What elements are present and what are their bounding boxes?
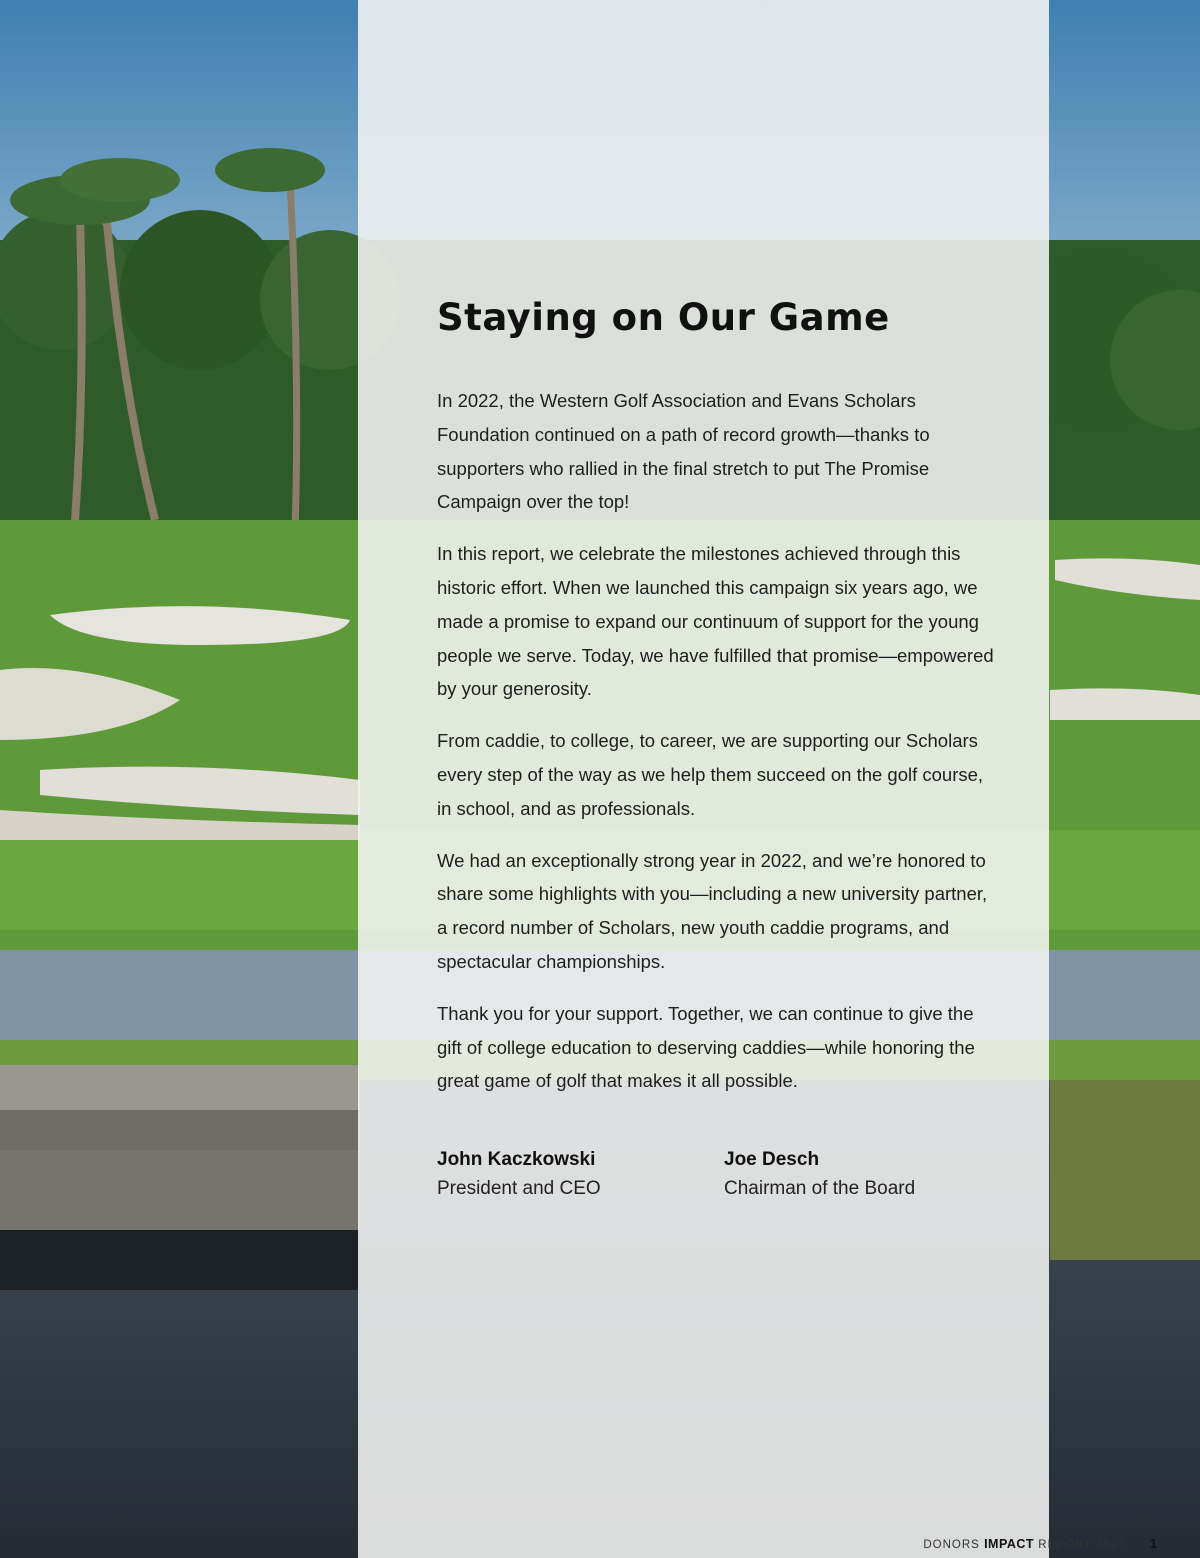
signer-name: Joe Desch — [724, 1149, 820, 1170]
article-body — [437, 384, 997, 1116]
paragraph: From caddie, to college, to career, we are supporting our Scholars every step of the way as we help them succeed on the golf course, in school, and as professionals. — [437, 730, 984, 819]
signature-block — [437, 1145, 997, 1215]
signer-ceo — [437, 1145, 601, 1203]
footer-highlight: IMPACT — [984, 1537, 1035, 1551]
paragraph: Thank you for your support. Together, we can continue to give the gift of college education to deserving caddies—while honoring the great game of golf that makes it all possible. — [437, 1002, 975, 1092]
text-panel — [358, 0, 1049, 1558]
signer-name: John Kaczkowski — [437, 1149, 596, 1170]
page-title: Staying on Our Game — [437, 296, 890, 339]
paragraph: We had an exceptionally strong year in 2022, and we’re honored to share some highlights with you—including a new university partner, a record number of Scholars, new youth caddie programs, and spectacular championships. — [437, 849, 988, 972]
signer-title: President and CEO — [437, 1178, 601, 1199]
page-footer — [923, 1536, 1158, 1551]
page-number: 1 — [1149, 1536, 1158, 1551]
paragraph: In 2022, the Western Golf Association and Evans Scholars Foundation continued on a path of record growth—thanks to supporters who rallied in the final stretch to put The Promise Campaign over the top! — [437, 390, 930, 513]
signer-title: Chairman of the Board — [724, 1178, 916, 1199]
signer-chairman — [724, 1145, 915, 1203]
footer-prefix: DONORS — [923, 1539, 980, 1551]
paragraph: In this report, we celebrate the milestones achieved through this historic effort. When we launched this campaign six years ago, we made a promise to expand our continuum of support for the young people we serve. Today, we have fulfilled that promise—empowered by your generosity. — [437, 543, 994, 700]
footer-suffix: REPORT 2023 — [1038, 1539, 1126, 1551]
